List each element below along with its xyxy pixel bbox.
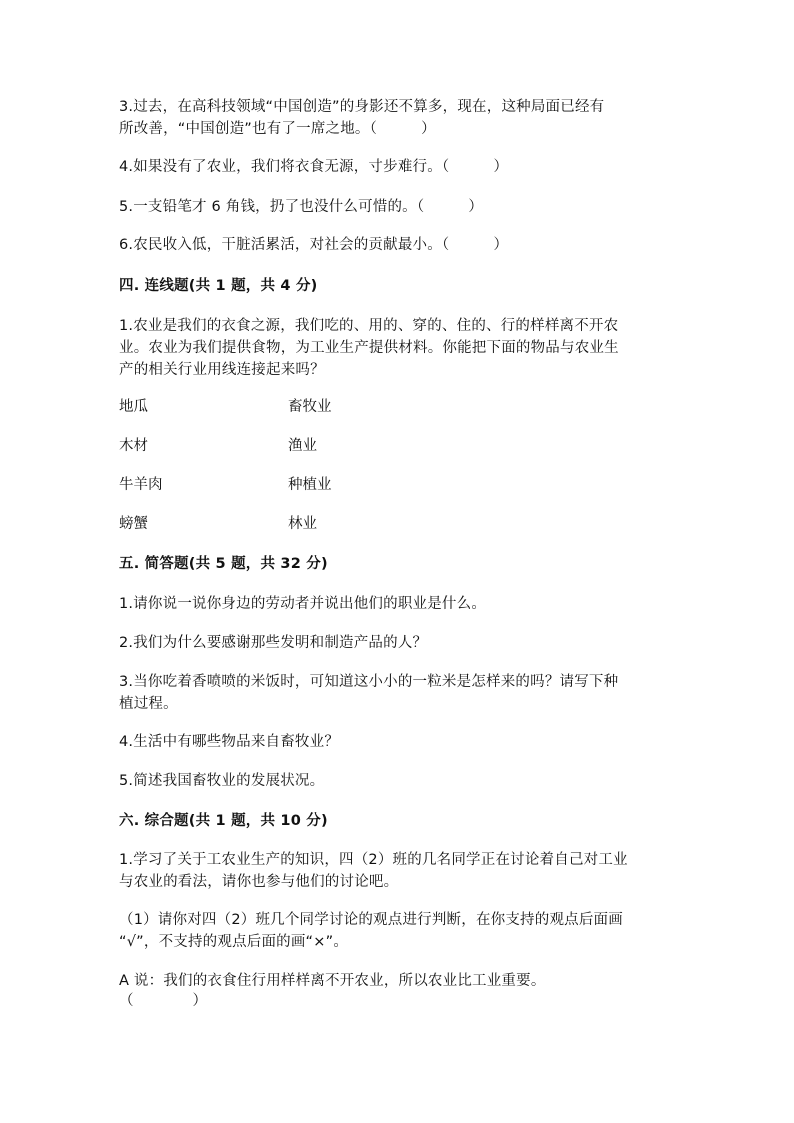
section-5-question-2: 2.我们为什么要感谢那些发明和制造产品的人？ — [119, 635, 428, 651]
match-right-item[interactable]: 种植业 — [288, 477, 332, 493]
section-5-question-3-line-1: 3.当你吃着香喷喷的米饭时，可知道这小小的一粒米是怎样来的吗？请写下种 — [119, 674, 619, 690]
section-6-question-line-2: 与农业的看法，请你也参与他们的讨论吧。 — [119, 874, 399, 890]
section-6-subquestion-line-2: “√”，不支持的观点后面的画“×”。 — [119, 934, 349, 950]
section-5-question-1: 1.请你说一说你身边的劳动者并说出他们的职业是什么。 — [119, 596, 487, 612]
match-left-item[interactable]: 牛羊肉 — [119, 477, 163, 493]
section-6-heading: 六. 综合题(共 1 题，共 10 分) — [119, 813, 328, 829]
match-left-item[interactable]: 木材 — [119, 438, 148, 454]
question-3-line-2: 所改善，“中国创造”也有了一席之地。（ ） — [119, 121, 436, 137]
question-6-line-1: 6.农民收入低，干脏活累活，对社会的贡献最小。（ ） — [119, 237, 509, 253]
answer-blank[interactable]: （ ） — [119, 993, 208, 1009]
section-5-question-5: 5.简述我国畜牧业的发展状况。 — [119, 773, 325, 789]
question-4-line-1: 4.如果没有了农业，我们将衣食无源，寸步难行。（ ） — [119, 159, 509, 175]
section-4-heading: 四. 连线题(共 1 题，共 4 分) — [119, 278, 318, 294]
section-4-question-line-3: 产的相关行业用线连接起来吗？ — [119, 362, 325, 378]
section-6-statement-a: A 说：我们的衣食住行用样样离不开农业，所以农业比工业重要。 — [119, 973, 546, 989]
question-3-line-1: 3.过去，在高科技领域“中国创造”的身影还不算多，现在，这种局面已经有 — [119, 99, 605, 115]
question-5-line-1: 5.一支铅笔才 6 角钱，扔了也没什么可惜的。（ ） — [119, 199, 484, 215]
match-right-item[interactable]: 渔业 — [288, 438, 317, 454]
section-5-question-4: 4.生活中有哪些物品来自畜牧业？ — [119, 734, 340, 750]
section-4-question-line-2: 业。农业为我们提供食物，为工业生产提供材料。你能把下面的物品与农业生 — [119, 340, 619, 356]
section-4-question-line-1: 1.农业是我们的衣食之源，我们吃的、用的、穿的、住的、行的样样离不开农 — [119, 318, 619, 334]
match-left-item[interactable]: 地瓜 — [119, 399, 148, 415]
section-5-question-3-line-2: 植过程。 — [119, 696, 178, 712]
match-left-item[interactable]: 螃蟹 — [119, 516, 148, 532]
section-6-question-line-1: 1.学习了关于工农业生产的知识，四（2）班的几名同学正在讨论着自己对工业 — [119, 852, 628, 868]
section-6-subquestion-line-1: （1）请你对四（2）班几个同学讨论的观点进行判断，在你支持的观点后面画 — [119, 912, 623, 928]
match-right-item[interactable]: 林业 — [288, 516, 317, 532]
match-right-item[interactable]: 畜牧业 — [288, 399, 332, 415]
section-5-heading: 五. 简答题(共 5 题，共 32 分) — [119, 556, 328, 572]
